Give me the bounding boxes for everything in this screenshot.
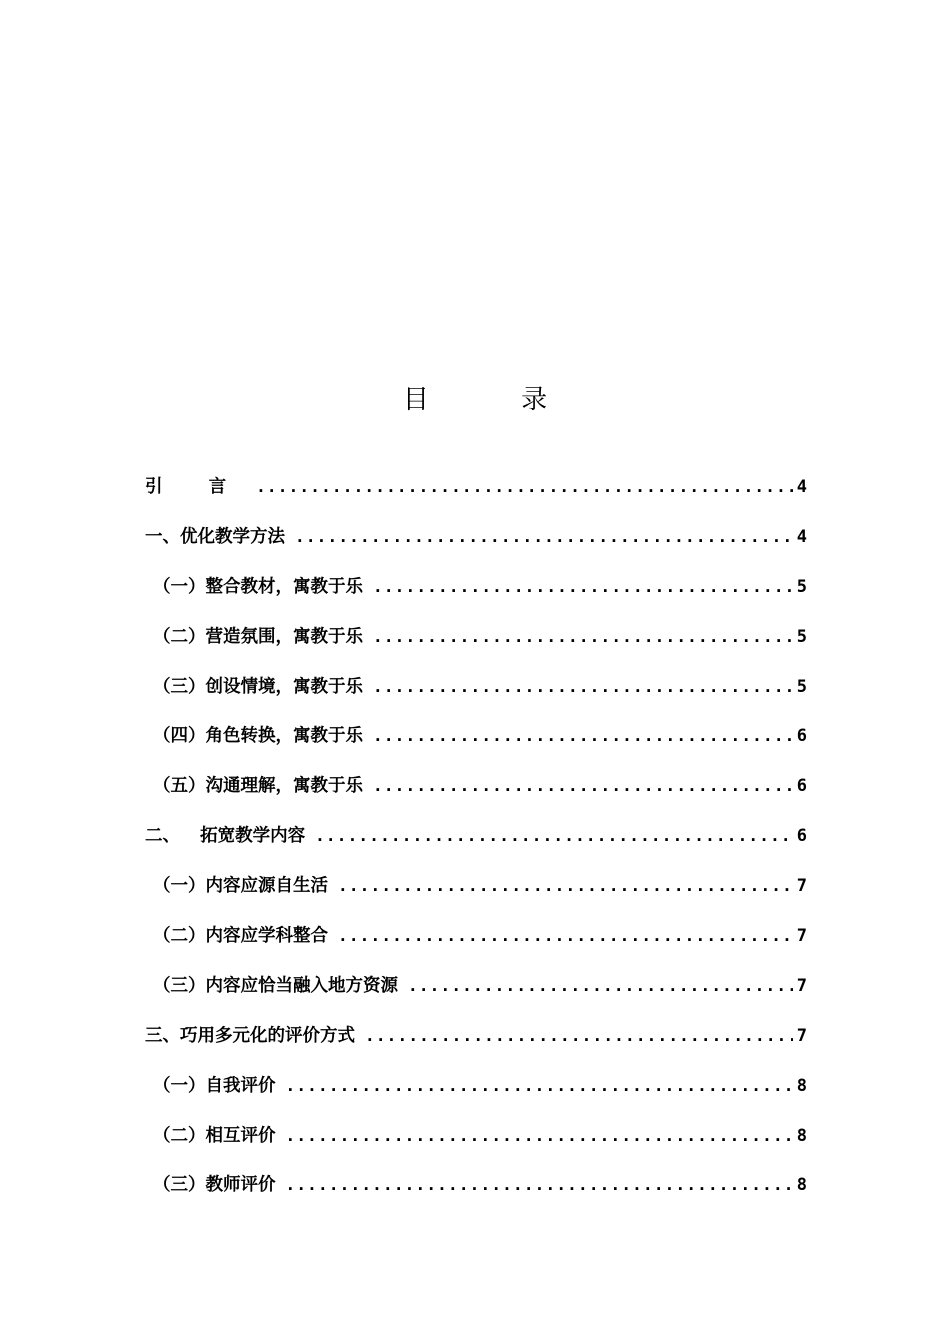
toc-entry-section-1-2[interactable]: [145, 614, 807, 664]
toc-title: 目 录: [402, 385, 590, 415]
toc-page-number: 7: [796, 975, 807, 996]
toc-entry-label: 二、 拓宽教学内容: [145, 826, 306, 847]
toc-entry-section-3-2[interactable]: [145, 1113, 807, 1163]
toc-page-number: 6: [796, 726, 807, 747]
toc-entry-section-3[interactable]: [145, 1013, 807, 1063]
toc-entry-label: 三、巧用多元化的评价方式: [145, 1025, 355, 1046]
dot-leader: [286, 1113, 793, 1159]
toc-page-number: 4: [796, 477, 807, 497]
toc-entry-label: （二）内容应学科整合: [153, 926, 328, 947]
toc-page-number: 7: [796, 876, 807, 897]
toc-page-number: 4: [796, 526, 807, 547]
dot-leader: [408, 963, 793, 1009]
toc-entry-section-3-3[interactable]: [145, 1162, 807, 1212]
dot-leader: [295, 514, 793, 560]
toc-entry-section-1-3[interactable]: [145, 664, 807, 714]
toc-page-number: 8: [796, 1175, 807, 1196]
toc-page-number: 8: [796, 1075, 807, 1096]
dot-leader: [338, 863, 793, 909]
toc-entry-label: 一、优化教学方法: [145, 526, 285, 547]
toc-entry-section-2[interactable]: [145, 813, 807, 863]
toc-page-number: 5: [796, 676, 807, 697]
toc-page-number: 5: [796, 576, 807, 597]
toc-entry-label: （一）整合教材，寓教于乐: [153, 576, 363, 597]
dot-leader: [338, 913, 793, 959]
toc-entry-section-2-3[interactable]: [145, 963, 807, 1013]
toc-entry-label: 引 言: [145, 477, 247, 497]
dot-leader: [373, 664, 793, 710]
dot-leader: [373, 713, 793, 759]
dot-leader: [286, 1162, 793, 1208]
toc-page-number: 5: [796, 626, 807, 647]
dot-leader: [373, 614, 793, 660]
toc-entry-label: （一）内容应源自生活: [153, 876, 328, 897]
dot-leader: [373, 763, 793, 809]
toc-page-number: 7: [796, 926, 807, 947]
toc-entry-label: （三）创设情境，寓教于乐: [153, 676, 363, 697]
toc-entry-section-1-1[interactable]: [145, 564, 807, 614]
dot-leader: [315, 813, 793, 859]
toc-entry-section-1-5[interactable]: [145, 763, 807, 813]
toc-entry-section-2-1[interactable]: [145, 863, 807, 913]
toc-entry-section-3-1[interactable]: [145, 1063, 807, 1113]
toc-entry-section-1-4[interactable]: [145, 713, 807, 763]
toc-entry-label: （五）沟通理解，寓教于乐: [153, 776, 363, 797]
toc-entry-label: （二）营造氛围，寓教于乐: [153, 626, 363, 647]
toc-entry-label: （三）内容应恰当融入地方资源: [153, 975, 398, 996]
toc-entry-section-2-2[interactable]: [145, 913, 807, 963]
toc-entry-introduction[interactable]: [145, 464, 807, 514]
dot-leader: [365, 1013, 793, 1059]
table-of-contents: [145, 464, 807, 1212]
toc-page-number: 6: [796, 776, 807, 797]
toc-page-number: 7: [796, 1025, 807, 1046]
dot-leader: [256, 464, 793, 510]
toc-entry-label: （二）相互评价: [153, 1125, 276, 1146]
dot-leader: [373, 564, 793, 610]
toc-entry-label: （四）角色转换，寓教于乐: [153, 726, 363, 747]
dot-leader: [286, 1063, 793, 1109]
toc-page-number: 8: [796, 1125, 807, 1146]
toc-entry-label: （三）教师评价: [153, 1175, 276, 1196]
toc-entry-section-1[interactable]: [145, 514, 807, 564]
toc-page-number: 6: [796, 826, 807, 847]
toc-entry-label: （一）自我评价: [153, 1075, 276, 1096]
